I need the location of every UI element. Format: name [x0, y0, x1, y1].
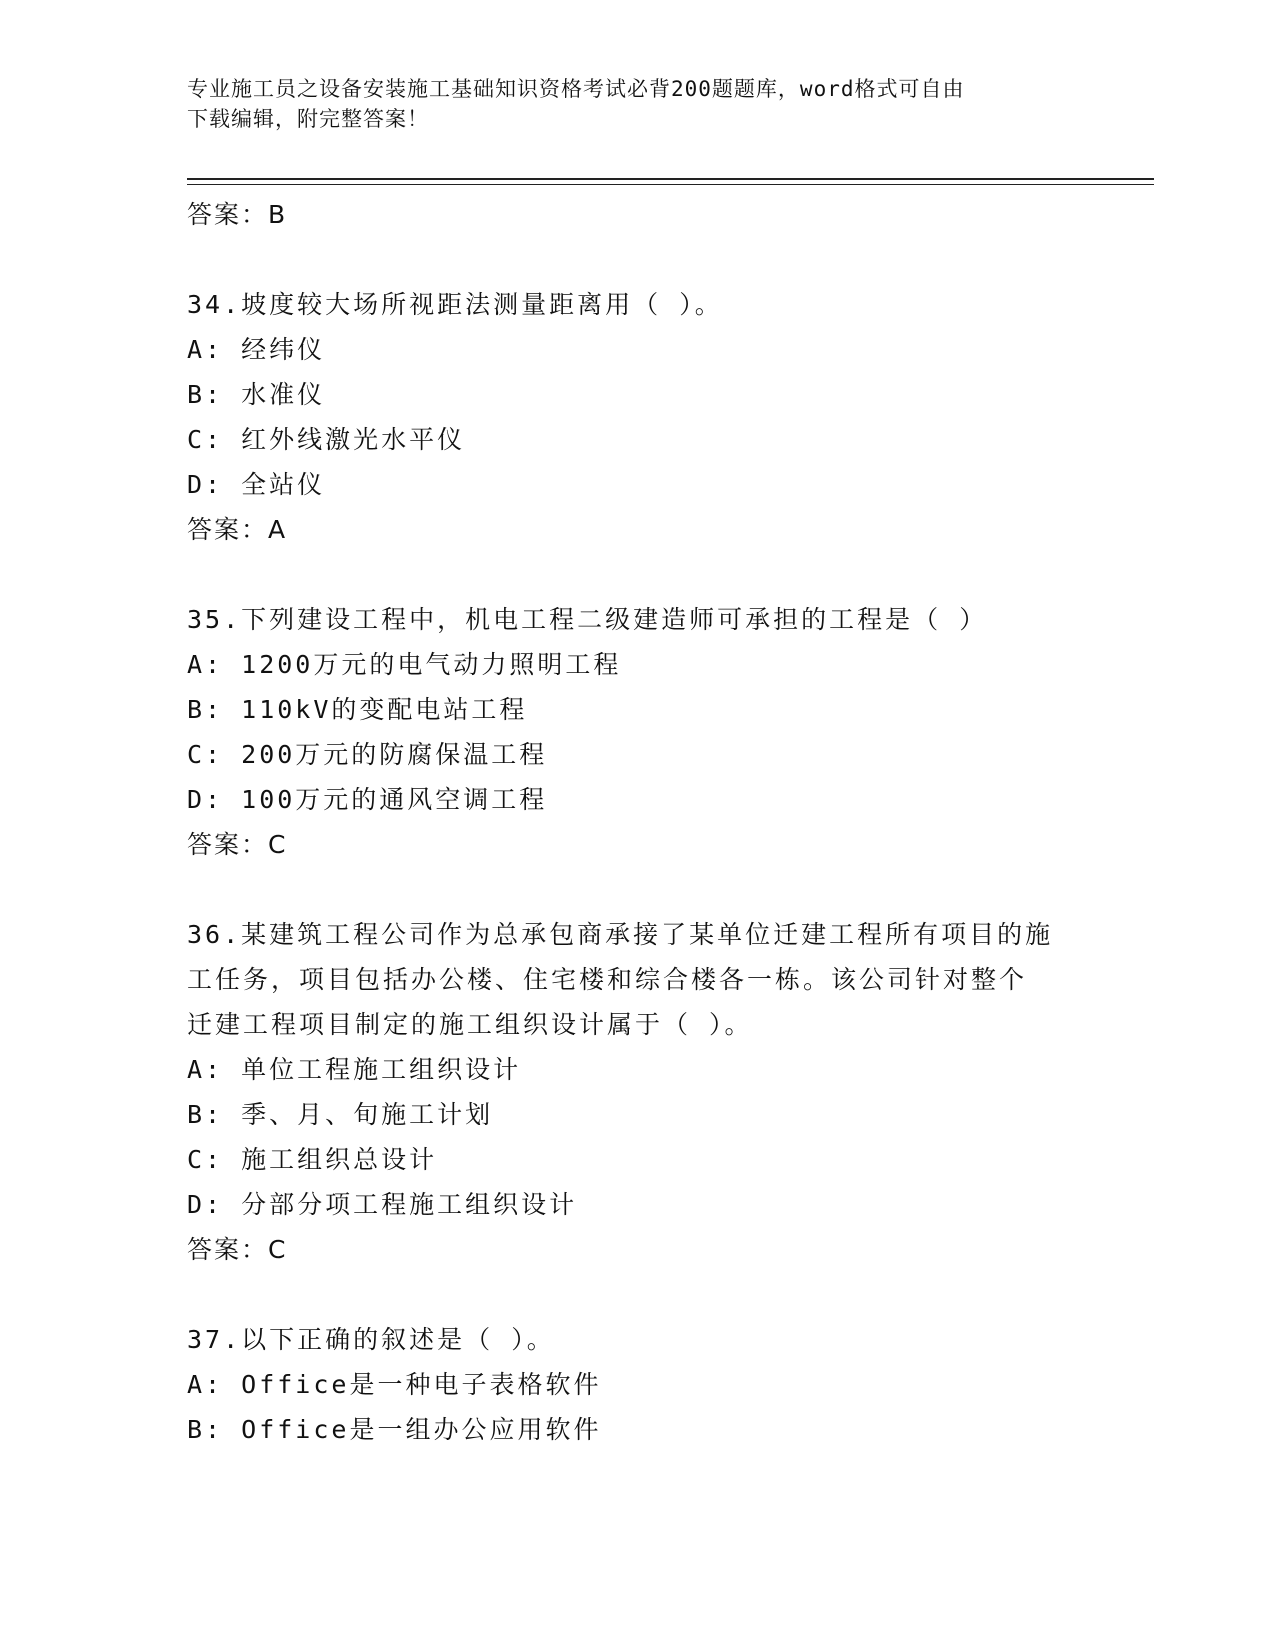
- question-34: [187, 282, 1087, 552]
- answer-34: 答案：A: [187, 515, 288, 544]
- option-b: B: 季、月、旬施工计划: [187, 1100, 494, 1129]
- question-list: [187, 192, 1087, 1452]
- header-divider-thin: [187, 184, 1154, 185]
- question-text-line-2: 工任务，项目包括办公楼、住宅楼和综合楼各一栋。该公司针对整个: [187, 965, 1028, 994]
- question-text: 34.坡度较大场所视距法测量距离用（ ）。: [187, 290, 723, 319]
- answer-36: 答案：C: [187, 1235, 288, 1264]
- option-c: C: 施工组织总设计: [187, 1145, 438, 1174]
- question-36: [187, 912, 1087, 1272]
- question-text: 37.以下正确的叙述是（ ）。: [187, 1325, 555, 1354]
- answer-35: 答案：C: [187, 830, 288, 859]
- option-c: C: 红外线激光水平仪: [187, 425, 466, 454]
- header-line-1: 专业施工员之设备安装施工基础知识资格考试必背200题题库，word格式可自由: [187, 77, 965, 101]
- question-text: 35.下列建设工程中，机电工程二级建造师可承担的工程是（ ）: [187, 605, 988, 634]
- option-d: D: 100万元的通风空调工程: [187, 785, 548, 814]
- question-text-line-1: 36.某建筑工程公司作为总承包商承接了某单位迁建工程所有项目的施: [187, 920, 1054, 949]
- option-a: A: 经纬仪: [187, 335, 326, 364]
- header-line-2: 下载编辑，附完整答案！: [187, 107, 429, 131]
- document-header: [187, 74, 1067, 134]
- option-b: B: Office是一组办公应用软件: [187, 1415, 602, 1444]
- answer-33: 答案：B: [187, 200, 288, 229]
- option-a: A: 1200万元的电气动力照明工程: [187, 650, 622, 679]
- option-c: C: 200万元的防腐保温工程: [187, 740, 548, 769]
- option-a: A: Office是一种电子表格软件: [187, 1370, 602, 1399]
- option-d: D: 分部分项工程施工组织设计: [187, 1190, 578, 1219]
- option-b: B: 110kV的变配电站工程: [187, 695, 528, 724]
- question-35: [187, 597, 1087, 867]
- question-text-line-3: 迁建工程项目制定的施工组织设计属于（ ）。: [187, 1010, 753, 1039]
- option-a: A: 单位工程施工组织设计: [187, 1055, 522, 1084]
- question-37: [187, 1317, 1087, 1452]
- option-b: B: 水准仪: [187, 380, 326, 409]
- option-d: D: 全站仪: [187, 470, 326, 499]
- header-divider-thick: [187, 178, 1154, 180]
